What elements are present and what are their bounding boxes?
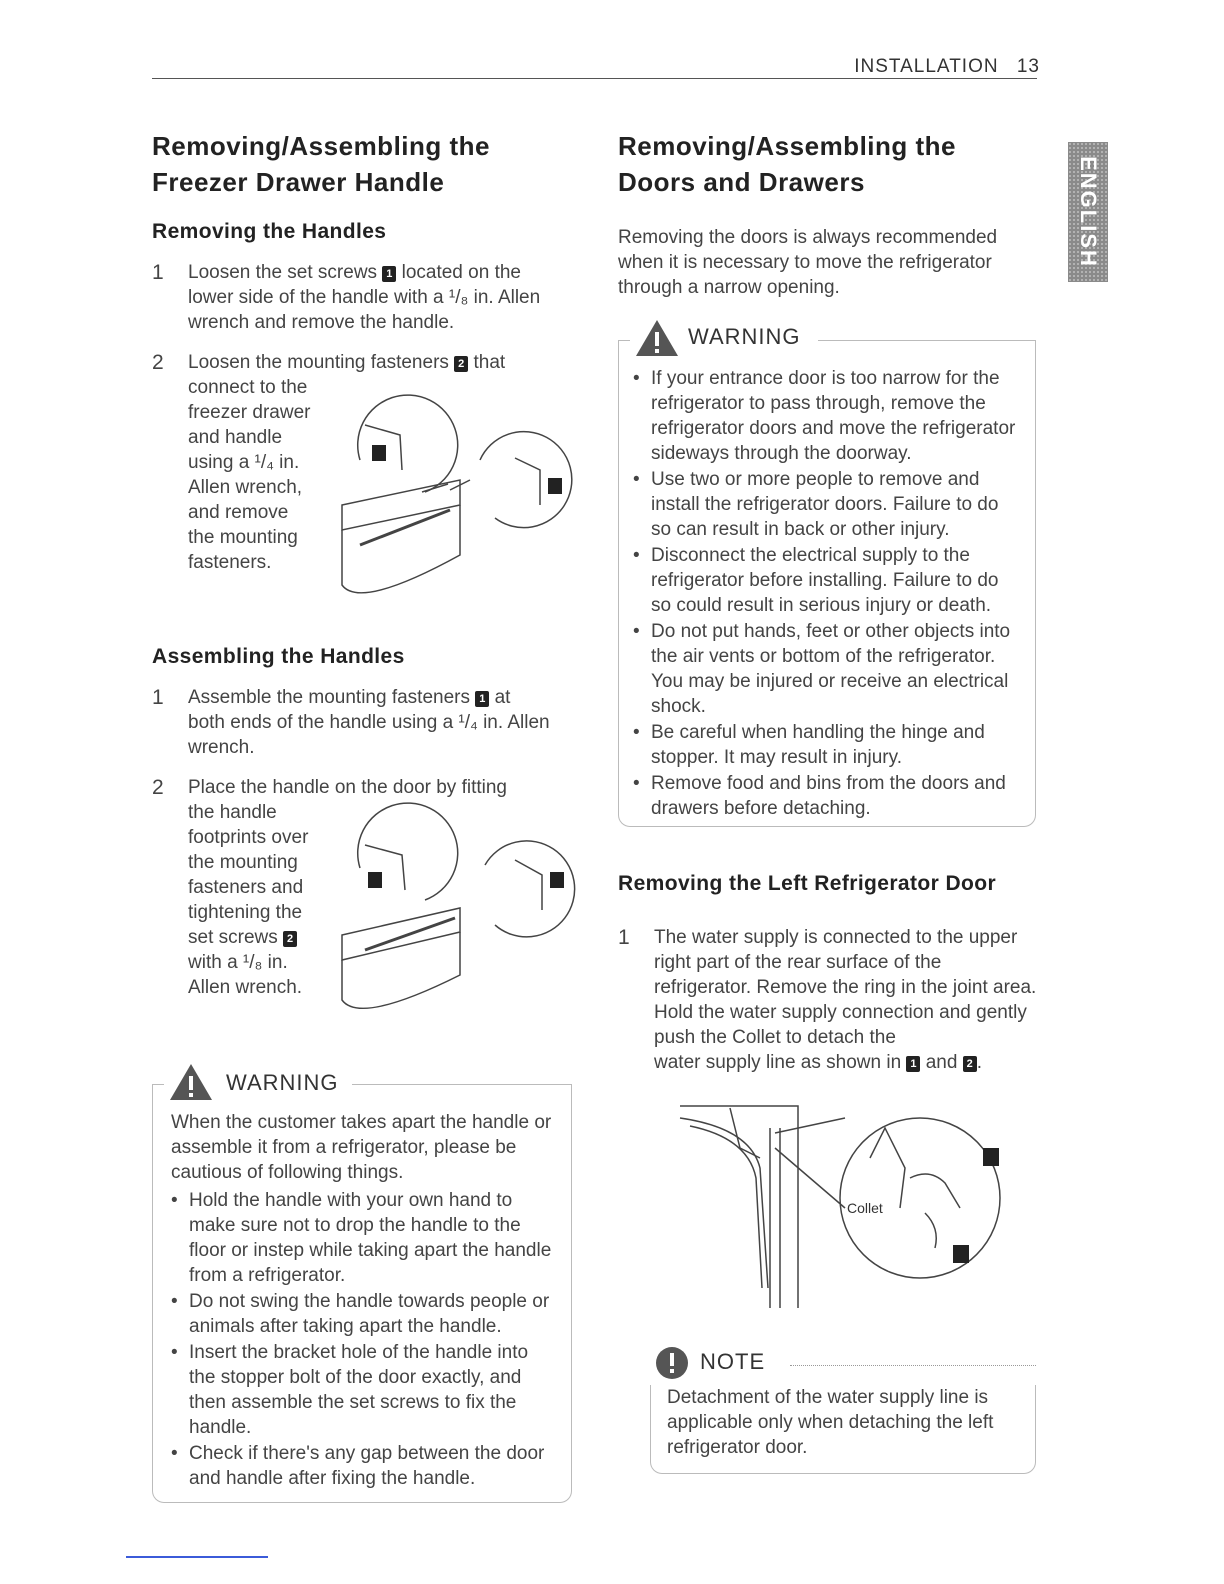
callout-2-marker — [953, 1245, 969, 1263]
callout-1-marker — [983, 1148, 999, 1166]
left-warning-header — [152, 1062, 572, 1106]
step-number: 2 — [152, 776, 164, 799]
as1-line3: wrench. — [188, 737, 255, 758]
left-title — [152, 128, 592, 200]
note-header — [650, 1345, 1036, 1385]
left-door-text: The water supply is connected to the upper right part of the rear surface of the refrigerator. Remove the ring in the joint area. Hold the water supply connection and gently push the Collet to detach the — [654, 927, 1037, 1048]
assembling-handles-heading: Assembling the Handles — [152, 645, 405, 668]
step-number: 2 — [152, 351, 164, 374]
header-rule — [152, 78, 1037, 79]
rm2-line: using a ¹/₄ in. — [188, 452, 300, 473]
water-supply-illustration — [670, 1088, 1020, 1318]
note-icon — [654, 1345, 690, 1381]
left-title-line1: Removing/Assembling the — [152, 131, 490, 161]
right-title — [618, 128, 1058, 200]
right-warning-content — [618, 340, 1036, 827]
right-warning-header — [618, 318, 1036, 362]
note-content — [650, 1385, 1036, 1474]
right-warning-list — [633, 366, 1023, 821]
rm1-line3: wrench and remove the handle. — [188, 312, 455, 333]
step-number: 1 — [152, 686, 164, 709]
right-title-line1: Removing/Assembling the — [618, 131, 956, 161]
as2-line: tightening the — [188, 902, 303, 923]
rm2-line: fasteners. — [188, 552, 272, 573]
callout-1-tag: 1 — [382, 266, 396, 282]
callout-2-tag: 2 — [963, 1056, 977, 1072]
rm1-line2: lower side of the handle with a ¹/₈ in. Allen — [188, 287, 541, 308]
warning-item: • If your entrance door is too narrow for the refrigerator to pass through, remove the refrigerator doors and move the refrigerator sideways through the doorway. — [633, 366, 1023, 466]
left-warning-content — [152, 1084, 572, 1503]
left-door-step-1 — [618, 925, 1038, 1075]
assembling-step-1 — [152, 685, 592, 760]
left-title-line2: Freezer Drawer Handle — [152, 167, 445, 197]
warning-icon — [634, 318, 680, 358]
as1-line1b: at — [494, 687, 511, 708]
as2-screws: set screws — [188, 927, 278, 948]
footer-rule — [126, 1556, 268, 1558]
note-title: NOTE — [700, 1349, 766, 1374]
left-warning-intro: When the customer takes apart the handle or assemble it from a refrigerator, please be cautious of following things. — [171, 1112, 552, 1183]
left-warning-box — [152, 1062, 572, 1503]
warning-item: • Do not put hands, feet or other objects into the air vents or bottom of the refrigerator. You may be injured or receive an electrical shock. — [633, 619, 1023, 719]
left-warning-title: WARNING — [226, 1070, 339, 1095]
warning-item: • Remove food and bins from the doors and drawers before detaching. — [633, 771, 1023, 821]
callout-1-marker — [368, 872, 382, 888]
callout-2-tag: 2 — [454, 356, 468, 372]
removing-handles-heading: Removing the Handles — [152, 220, 387, 243]
as2-line: fasteners and — [188, 877, 304, 898]
right-warning-title: WARNING — [688, 324, 801, 349]
right-intro: Removing the doors is always recommended when it is necessary to move the refrigerator through a narrow opening. — [618, 227, 998, 298]
as2-line: the handle — [188, 802, 277, 823]
step-number: 1 — [152, 261, 164, 284]
removing-handle-illustration — [330, 380, 580, 610]
section-label: INSTALLATION — [854, 56, 999, 77]
note-box — [650, 1345, 1036, 1474]
rm1-line1b: located on the — [401, 262, 521, 283]
left-door-period: . — [976, 1052, 982, 1073]
as2-line1: Place the handle on the door by fitting — [188, 777, 508, 798]
page-header — [800, 56, 1040, 78]
note-text: Detachment of the water supply line is applicable only when detaching the left refrigerator door. — [667, 1387, 994, 1458]
rm2-line: freezer drawer — [188, 402, 311, 423]
warning-item: • Use two or more people to remove and install the refrigerator doors. Failure to do so can result in back or other injury. — [633, 467, 1023, 542]
rm2-line: the mounting — [188, 527, 298, 548]
warning-item: • Disconnect the electrical supply to the refrigerator before installing. Failure to do so could result in serious injury or death. — [633, 543, 1023, 618]
rm2-line: Allen wrench, — [188, 477, 303, 498]
callout-1-tag: 1 — [906, 1056, 920, 1072]
rm2-line: and remove — [188, 502, 289, 523]
as1-line2: both ends of the handle using a ¹/₄ in. Allen — [188, 712, 550, 733]
rm2-line: and handle — [188, 427, 283, 448]
callout-1-tag: 1 — [475, 691, 489, 707]
warning-rule — [618, 340, 630, 341]
left-door-text-end: water supply line as shown in — [654, 1052, 902, 1073]
warning-rule — [818, 340, 1036, 341]
step-number: 1 — [618, 926, 630, 949]
callout-2-marker — [550, 872, 564, 888]
note-rule — [790, 1365, 1036, 1366]
left-door-heading: Removing the Left Refrigerator Door — [618, 872, 997, 895]
warning-item: • Insert the bracket hole of the handle into the stopper bolt of the door exactly, and then assemble the set screws to fix the handle. — [171, 1340, 557, 1440]
rm2-line: connect to the — [188, 377, 308, 398]
warning-item: • Be careful when handling the hinge and stopper. It may result in injury. — [633, 720, 1023, 770]
collet-label: Collet — [847, 1200, 883, 1216]
assembling-handle-illustration — [330, 800, 580, 1025]
warning-icon — [168, 1062, 214, 1102]
as2-line: Allen wrench. — [188, 977, 303, 998]
as2-line: with a ¹/₈ in. — [188, 952, 288, 973]
warning-item: • Do not swing the handle towards people or animals after taking apart the handle. — [171, 1289, 557, 1339]
as1-line1: Assemble the mounting fasteners — [188, 687, 470, 708]
as2-line: footprints over — [188, 827, 309, 848]
language-tab-label: ENGLISH — [1076, 156, 1101, 268]
warning-rule — [152, 1084, 164, 1085]
removing-step-1 — [152, 260, 592, 335]
right-warning-box — [618, 318, 1036, 827]
rm1-line1: Loosen the set screws — [188, 262, 378, 283]
callout-2-marker — [372, 445, 386, 461]
warning-item: • Hold the handle with your own hand to make sure not to drop the handle to the floor or instep while taking apart the handle from a refrigerator. — [171, 1188, 557, 1288]
callout-2-tag: 2 — [283, 931, 297, 947]
rm2-line1: Loosen the mounting fasteners — [188, 352, 449, 373]
rm2-line1b: that — [473, 352, 506, 373]
page-number: 13 — [1016, 56, 1040, 77]
as2-line: the mounting — [188, 852, 298, 873]
right-title-line2: Doors and Drawers — [618, 167, 865, 197]
left-warning-list — [171, 1188, 557, 1491]
left-door-and: and — [925, 1052, 958, 1073]
callout-1-marker — [548, 478, 562, 494]
warning-rule — [352, 1084, 572, 1085]
language-tab — [1068, 142, 1108, 282]
warning-item: • Check if there's any gap between the door and handle after fixing the handle. — [171, 1441, 557, 1491]
